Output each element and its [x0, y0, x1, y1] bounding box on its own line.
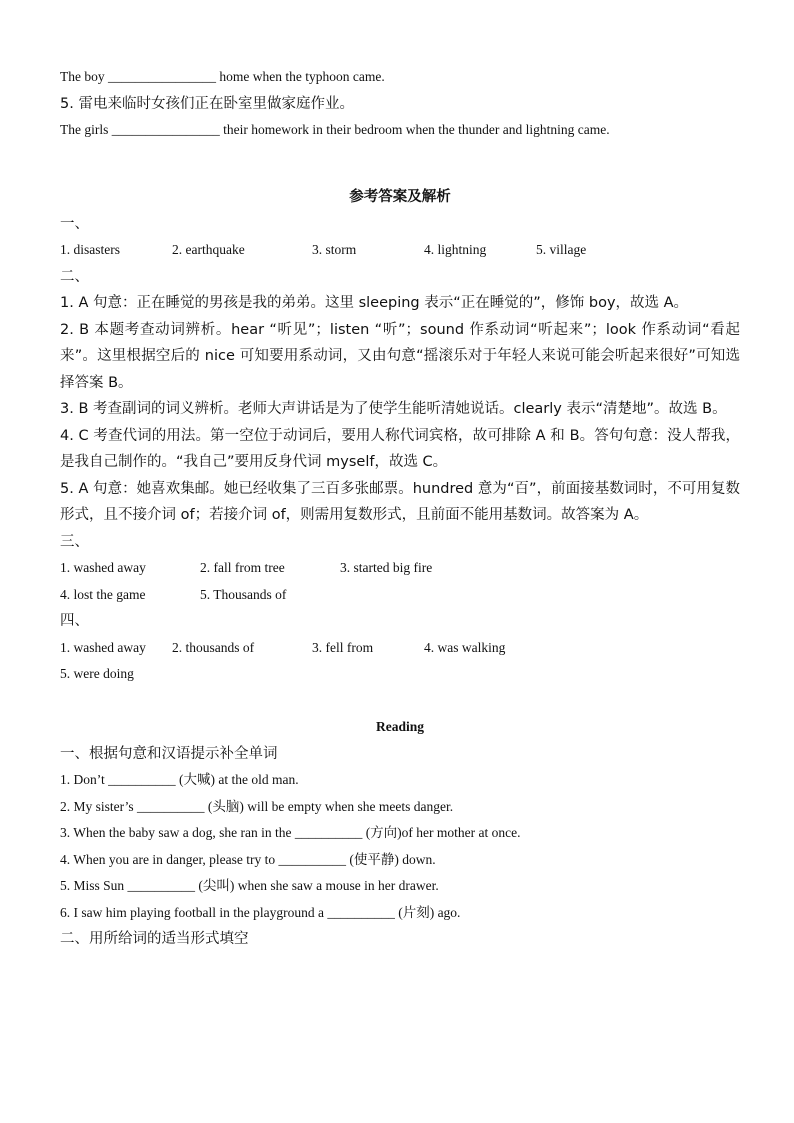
reading-part-2-heading: 二、用所给词的适当形式填空 — [60, 931, 249, 947]
section-3-heading: 三、 — [60, 533, 89, 550]
explanation-3: 3. B 考查副词的词义辨析。老师大声讲话是为了使学生能听清她说话。clearly 表示“清楚地”。故选 B。 — [60, 401, 727, 417]
section-4-heading: 四、 — [60, 613, 89, 629]
answer-item: 3. started big fire — [340, 560, 433, 575]
answer-item: 5. village — [536, 242, 587, 257]
document-page — [60, 64, 740, 953]
answer-item: 1. washed away — [60, 560, 146, 575]
section-2-heading: 二、 — [60, 268, 89, 285]
reading-item-5: 5. Miss Sun __________ (尖叫) when she saw a mouse in her drawer. — [60, 878, 439, 893]
answers-title: 参考答案及解析 — [349, 189, 451, 205]
answer-item: 4. lightning — [424, 242, 487, 257]
reading-item-2: 2. My sister’s __________ (头脑) will be empty when she meets danger. — [60, 798, 454, 814]
answer-item: 2. earthquake — [172, 242, 245, 257]
section-3-row-1 — [60, 555, 740, 582]
answer-item: 1. washed away — [60, 639, 146, 655]
explanation-5: 5. A 句意：她喜欢集邮。她已经收集了三百多张邮票。hundred 意为“百”，前面接基数词时，不可用复数形式，且不接介词 of；若接介词 of，则需用复数形式，且前面不能用基数词。故答案为 A。 — [60, 480, 740, 523]
section-3-row-2 — [60, 582, 740, 609]
answer-item: 5. were doing — [60, 666, 134, 681]
answer-item: 4. lost the game — [60, 586, 146, 602]
explanation-1: 1. A 句意：正在睡觉的男孩是我的弟弟。这里 sleeping 表示“正在睡觉的”，修饰 boy，故选 A。 — [60, 295, 689, 311]
section-4-row-2 — [60, 661, 740, 688]
answer-item: 3. fell from — [312, 639, 374, 655]
answer-item: 2. thousands of — [172, 639, 255, 655]
exercise-q5-english: The girls ________________ their homework in their bedroom when the thunder and lightning came. — [60, 122, 610, 137]
reading-item-3: 3. When the baby saw a dog, she ran in the __________ (方向)of her mother at once. — [60, 825, 521, 840]
reading-item-1: 1. Don’t __________ (大喊) at the old man. — [60, 772, 299, 787]
answer-item: 3. storm — [312, 242, 357, 257]
section-1-answers — [60, 237, 740, 264]
reading-part-1-heading: 一、根据句意和汉语提示补全单词 — [60, 745, 278, 762]
explanation-4: 4. C 考查代词的用法。第一空位于动词后，要用人称代词宾格，故可排除 A 和 B。答句句意：没人帮我，是我自己制作的。“我自己”要用反身代词 myself，故选 C。 — [60, 427, 740, 470]
explanation-2: 2. B 本题考查动词辨析。hear “听见”；listen “听”；sound 作系动词“听起来”；look 作系动词“看起来”。这里根据空后的 nice 可知要用系动词，又由句意“摇滚乐对于年轻人来说可能会听起来很好”可知选择答案 B。 — [60, 321, 740, 391]
exercise-q5-chinese: 5. 雷电来临时女孩们正在卧室里做家庭作业。 — [60, 95, 354, 112]
answer-item: 1. disasters — [60, 242, 120, 257]
exercise-q4-english: The boy ________________ home when the typhoon came. — [60, 69, 385, 84]
reading-title: Reading — [375, 719, 424, 734]
reading-item-6: 6. I saw him playing football in the playground a __________ (片刻) ago. — [60, 904, 461, 920]
answer-item: 4. was walking — [424, 639, 506, 655]
answer-item: 5. Thousands of — [200, 586, 287, 602]
answer-item: 2. fall from tree — [200, 560, 285, 575]
section-4-row-1 — [60, 635, 740, 662]
reading-item-4: 4. When you are in danger, please try to __________ (使平静) down. — [60, 851, 436, 867]
section-1-heading: 一、 — [60, 215, 89, 232]
